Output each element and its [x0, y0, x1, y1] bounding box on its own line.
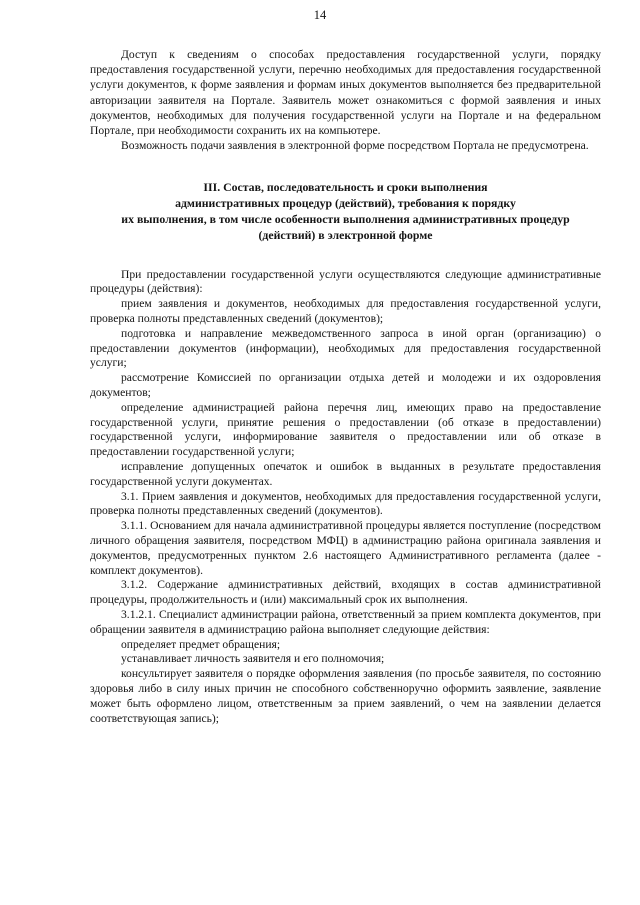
paragraph: определение администрацией района перечня лиц, имеющих право на предоставление государственной услуги, принятие решения о предоставлении (об отказе в предоставлении) государственной услуги, информирование заявителя о предоставлении или об отказе в предоставлении государственной услуги;: [90, 400, 601, 459]
page-number: 14: [313, 8, 327, 22]
paragraph: прием заявления и документов, необходимых для предоставления государственной услуги, проверка полноты представленных сведений (документов);: [90, 297, 601, 325]
paragraph-electronic-submission: Возможность подачи заявления в электронной форме посредством Портала не предусмотрена.: [121, 139, 589, 153]
paragraph: консультирует заявителя о порядке оформления заявления (по просьбе заявителя, по состоянию здоровья либо в силу иных причин не способного собственноручно оформить заявление, заявление может быть оформлено лицом, ответственным за прием заявлений, о чем на заявлении делается соответствующая запись);: [90, 667, 601, 725]
paragraph: устанавливает личность заявителя и его полномочия;: [121, 652, 385, 666]
document-body: [90, 47, 601, 726]
paragraph: 3.1.2. Содержание административных действий, входящих в состав административной процедуры, продолжительность и (или) максимальный срок их выполнения.: [90, 578, 601, 607]
paragraph: определяет предмет обращения;: [121, 637, 281, 651]
section-heading-line: административных процедур (действий), требования к порядку: [175, 196, 516, 211]
paragraph: 3.1.1. Основанием для начала административной процедуры является поступление (посредством личного обращения заявителя, посредством МФЦ) в администрацию района оригинала заявления и документов, предусмотренных пунктом 2.6 настоящего Административного регламента (далее - комплект документов).: [90, 519, 601, 577]
section-heading-line: III. Состав, последовательность и сроки выполнения: [203, 180, 488, 195]
section-heading-line: их выполнения, в том числе особенности выполнения административных процедур: [121, 212, 570, 227]
paragraph: подготовка и направление межведомственного запроса в иной орган (организацию) о предоставлении документов (информации), необходимых для предоставления государственной услуги;: [90, 326, 601, 370]
section-heading: [90, 180, 601, 243]
paragraph: 3.1.2.1. Специалист администрации района, ответственный за прием комплекта документов, при обращении заявителя в администрацию района выполняет следующие действия:: [90, 607, 601, 636]
paragraph: исправление допущенных опечаток и ошибок в выданных в результате предоставления государственной услуги документах.: [90, 459, 601, 488]
paragraph: 3.1. Прием заявления и документов, необходимых для предоставления государственной услуги, проверка полноты представленных сведений (документов).: [90, 489, 601, 518]
paragraph: рассмотрение Комиссией по организации отдыха детей и молодежи и их оздоровления документов;: [90, 371, 601, 399]
paragraph: При предоставлении государственной услуги осуществляются следующие административные процедуры (действия):: [90, 267, 601, 296]
section-heading-line: (действий) в электронной форме: [258, 227, 433, 242]
paragraph-access-info: Доступ к сведениям о способах предоставления государственной услуги, порядку предоставления государственной услуги, перечню необходимых для предоставления государственной услуги документов, к форме заявления и формам иных документов выполняется без предварительной авторизации заявителя на Портале. Заявитель может ознакомиться с формой заявления и иных документов, необходимых для получения государственной услуги на Портале и на федеральном Портале, при необходимости сохранить их на компьютере.: [90, 48, 601, 138]
